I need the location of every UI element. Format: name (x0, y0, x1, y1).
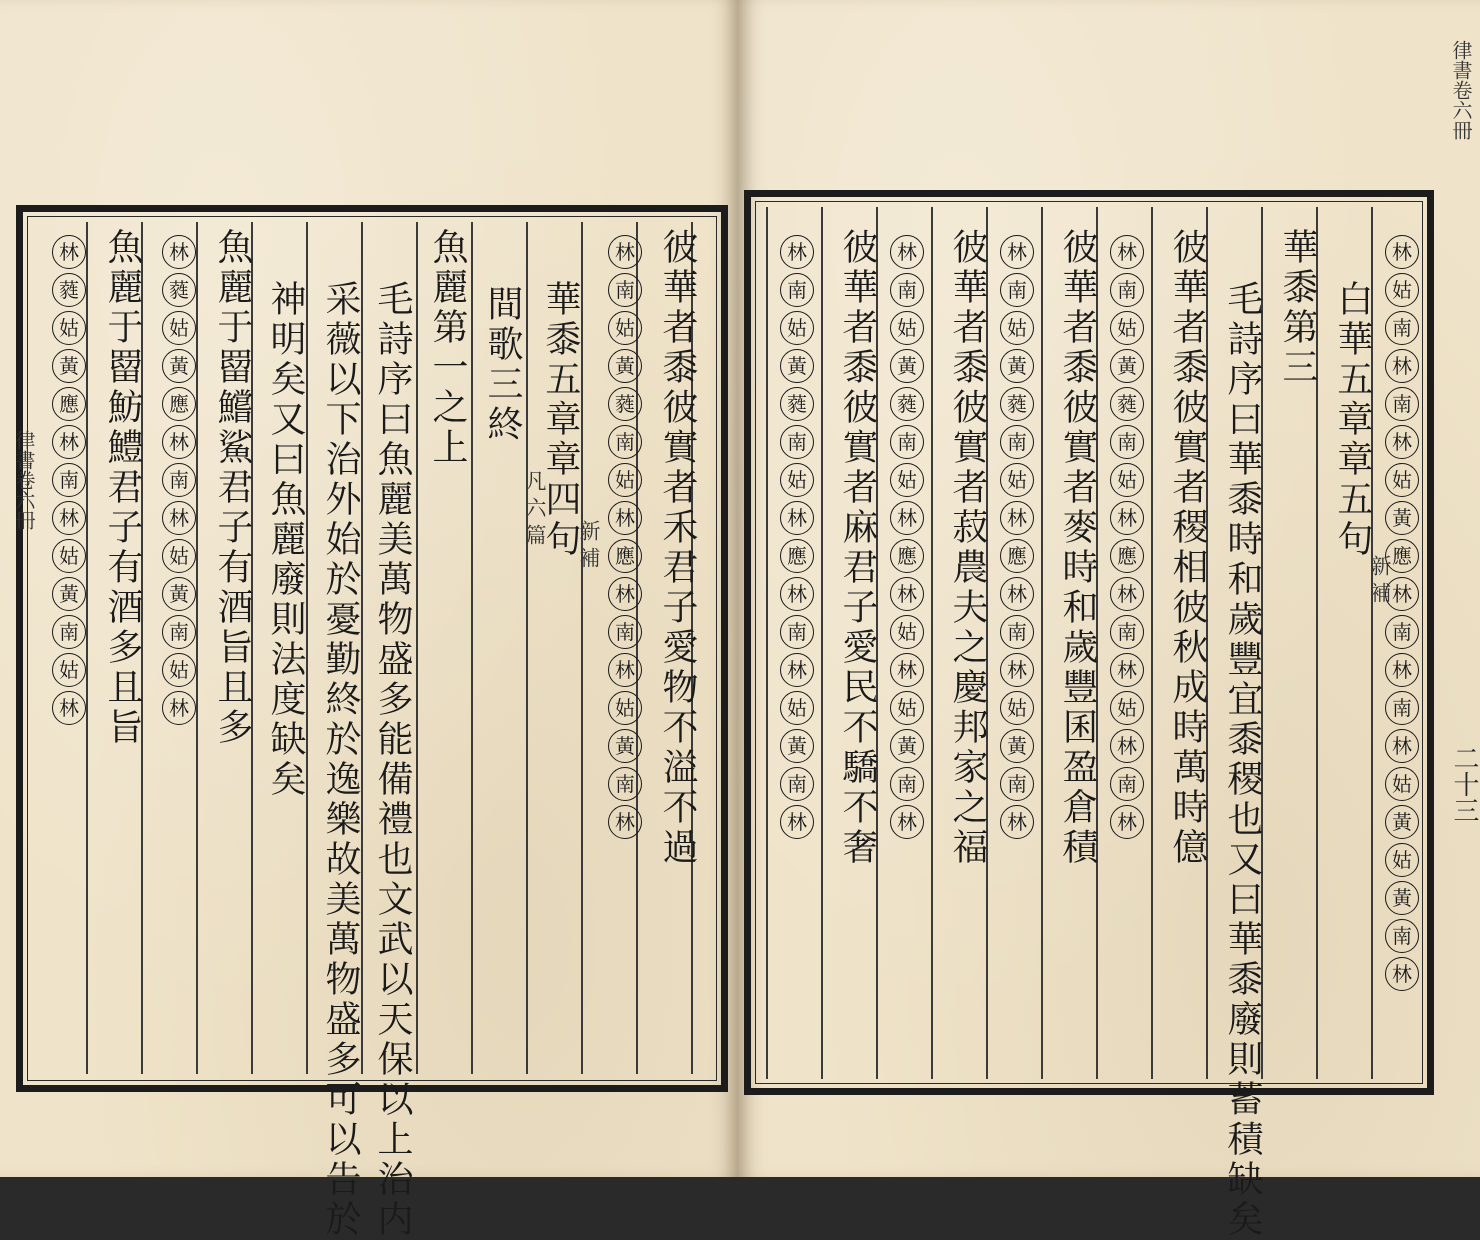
note-column (1385, 235, 1419, 991)
pitch-note-circle: 蕤 (780, 387, 814, 421)
pitch-note-circle: 林 (162, 501, 196, 535)
text-column: 毛詩序曰華黍時和歲豐宜黍稷也又曰華黍廢則蓄積缺矣 (1222, 280, 1263, 1240)
pitch-note-circle: 應 (1385, 539, 1419, 573)
pitch-note-circle: 林 (780, 501, 814, 535)
pitch-note-circle: 林 (162, 425, 196, 459)
text-column: 彼華者黍彼實者稷相彼秋成時萬時億 (1167, 228, 1208, 868)
pitch-note-circle: 林 (162, 691, 196, 725)
pitch-note-circle: 林 (780, 653, 814, 687)
pitch-note-circle: 應 (890, 539, 924, 573)
pitch-note-circle: 林 (1110, 577, 1144, 611)
pitch-note-circle: 林 (52, 691, 86, 725)
pitch-note-circle: 姑 (890, 615, 924, 649)
pitch-note-circle: 林 (1385, 577, 1419, 611)
pitch-note-circle: 林 (608, 501, 642, 535)
pitch-note-circle: 姑 (890, 311, 924, 345)
column-rule (821, 207, 823, 1079)
pitch-note-circle: 南 (890, 425, 924, 459)
pitch-note-circle: 黃 (608, 349, 642, 383)
pitch-note-circle: 林 (890, 501, 924, 535)
text-column: 魚麗第一之上 (427, 228, 468, 468)
text-column: 彼華者黍彼實者麥時和歲豐囷盈倉積 (1057, 228, 1098, 868)
text-column: 采薇以下治外始於憂勤終於逸樂故美萬物盛多可以告於 (320, 280, 361, 1240)
note-column (890, 235, 924, 839)
pitch-note-circle: 黃 (1000, 349, 1034, 383)
pitch-note-circle: 南 (1000, 425, 1034, 459)
text-column: 彼華者黍彼實者禾君子愛物不溢不過 (657, 228, 698, 868)
pitch-note-circle: 南 (1110, 615, 1144, 649)
pitch-note-circle: 林 (1000, 805, 1034, 839)
pitch-note-circle: 黃 (780, 729, 814, 763)
pitch-note-circle: 林 (780, 805, 814, 839)
pitch-note-circle: 林 (1385, 235, 1419, 269)
pitch-note-circle: 姑 (890, 691, 924, 725)
pitch-note-circle: 林 (1000, 577, 1034, 611)
annotation-text: 新補 (1368, 555, 1392, 609)
pitch-note-circle: 姑 (608, 311, 642, 345)
pitch-note-circle: 黃 (1110, 349, 1144, 383)
pitch-note-circle: 林 (1000, 653, 1034, 687)
pitch-note-circle: 林 (890, 805, 924, 839)
pitch-note-circle: 林 (1110, 653, 1144, 687)
pitch-note-circle: 蕤 (608, 387, 642, 421)
pitch-note-circle: 南 (608, 767, 642, 801)
pitch-note-circle: 黃 (52, 577, 86, 611)
pitch-note-circle: 林 (1385, 957, 1419, 991)
annotation-text: 新補 (577, 520, 601, 574)
column-rule (1151, 207, 1153, 1079)
text-column: 彼華者黍彼實者菽農夫之慶邦家之福 (947, 228, 988, 868)
pitch-note-circle: 南 (52, 463, 86, 497)
pitch-note-circle: 姑 (1385, 273, 1419, 307)
pitch-note-circle: 姑 (52, 539, 86, 573)
text-column: 毛詩序曰魚麗美萬物盛多能備禮也文武以天保以上治内 (372, 280, 413, 1240)
pitch-note-circle: 蕤 (52, 273, 86, 307)
pitch-note-circle: 南 (1385, 919, 1419, 953)
pitch-note-circle: 蕤 (1000, 387, 1034, 421)
pitch-note-circle: 南 (1000, 767, 1034, 801)
pitch-note-circle: 林 (780, 577, 814, 611)
pitch-note-circle: 林 (1385, 653, 1419, 687)
pitch-note-circle: 姑 (780, 691, 814, 725)
pitch-note-circle: 林 (52, 235, 86, 269)
pitch-note-circle: 林 (1000, 235, 1034, 269)
pitch-note-circle: 黃 (52, 349, 86, 383)
pitch-note-circle: 南 (1385, 311, 1419, 345)
pitch-note-circle: 姑 (162, 539, 196, 573)
pitch-note-circle: 南 (1385, 387, 1419, 421)
pitch-note-circle: 姑 (1110, 691, 1144, 725)
pitch-note-circle: 應 (1000, 539, 1034, 573)
pitch-note-circle: 姑 (1000, 691, 1034, 725)
pitch-note-circle: 黃 (162, 577, 196, 611)
pitch-note-circle: 姑 (1110, 311, 1144, 345)
text-column: 白華五章章五句 (1332, 280, 1373, 560)
pitch-note-circle: 黃 (1385, 501, 1419, 535)
pitch-note-circle: 南 (890, 767, 924, 801)
pitch-note-circle: 南 (162, 463, 196, 497)
pitch-note-circle: 姑 (1385, 843, 1419, 877)
pitch-note-circle: 蕤 (1110, 387, 1144, 421)
column-rule (471, 222, 473, 1074)
pitch-note-circle: 姑 (1385, 463, 1419, 497)
pitch-note-circle: 林 (1110, 501, 1144, 535)
pitch-note-circle: 黃 (608, 729, 642, 763)
pitch-note-circle: 林 (608, 653, 642, 687)
text-column: 神明矣又曰魚麗廢則法度缺矣 (265, 280, 306, 800)
pitch-note-circle: 南 (780, 425, 814, 459)
note-column (780, 235, 814, 839)
column-rule (86, 222, 88, 1074)
pitch-note-circle: 林 (890, 235, 924, 269)
pitch-note-circle: 南 (1110, 767, 1144, 801)
pitch-note-circle: 姑 (608, 691, 642, 725)
pitch-note-circle: 林 (1385, 425, 1419, 459)
note-column (608, 235, 642, 839)
pitch-note-circle: 黃 (1385, 805, 1419, 839)
annotation-text: 凡六篇 (523, 470, 547, 551)
column-rule (416, 222, 418, 1074)
pitch-note-circle: 南 (1385, 615, 1419, 649)
right-fore-edge-label: 律書卷六冊 (1449, 40, 1473, 140)
pitch-note-circle: 南 (52, 615, 86, 649)
column-rule (1041, 207, 1043, 1079)
pitch-note-circle: 應 (162, 387, 196, 421)
text-column: 間歌三終 (482, 285, 523, 445)
pitch-note-circle: 姑 (52, 311, 86, 345)
column-rule (196, 222, 198, 1074)
pitch-note-circle: 黃 (890, 349, 924, 383)
pitch-note-circle: 南 (780, 767, 814, 801)
pitch-note-circle: 南 (1385, 691, 1419, 725)
text-column: 魚麗于罶魴鱧君子有酒多且旨 (102, 228, 143, 748)
pitch-note-circle: 姑 (780, 311, 814, 345)
note-column (52, 235, 86, 725)
pitch-note-circle: 南 (890, 273, 924, 307)
pitch-note-circle: 林 (608, 235, 642, 269)
note-column (1110, 235, 1144, 839)
pitch-note-circle: 林 (1000, 501, 1034, 535)
column-rule (766, 207, 768, 1079)
pitch-note-circle: 姑 (1000, 463, 1034, 497)
pitch-note-circle: 林 (608, 805, 642, 839)
pitch-note-circle: 南 (608, 273, 642, 307)
text-column: 華黍五章章四句 (540, 280, 581, 560)
pitch-note-circle: 黃 (1385, 881, 1419, 915)
pitch-note-circle: 林 (1110, 235, 1144, 269)
pitch-note-circle: 應 (780, 539, 814, 573)
pitch-note-circle: 應 (608, 539, 642, 573)
pitch-note-circle: 林 (1110, 729, 1144, 763)
page-number: 二十三 (1449, 745, 1479, 823)
text-column: 彼華者黍彼實者麻君子愛民不驕不奢 (837, 228, 878, 868)
pitch-note-circle: 姑 (608, 463, 642, 497)
pitch-note-circle: 蕤 (162, 273, 196, 307)
pitch-note-circle: 姑 (1385, 767, 1419, 801)
text-column: 華黍第三 (1277, 228, 1318, 388)
pitch-note-circle: 南 (608, 615, 642, 649)
pitch-note-circle: 姑 (890, 463, 924, 497)
pitch-note-circle: 林 (780, 235, 814, 269)
pitch-note-circle: 南 (162, 615, 196, 649)
pitch-note-circle: 林 (52, 425, 86, 459)
pitch-note-circle: 姑 (162, 653, 196, 687)
column-rule (526, 222, 528, 1074)
pitch-note-circle: 黃 (162, 349, 196, 383)
pitch-note-circle: 林 (52, 501, 86, 535)
pitch-note-circle: 姑 (162, 311, 196, 345)
pitch-note-circle: 姑 (1000, 311, 1034, 345)
pitch-note-circle: 黃 (780, 349, 814, 383)
pitch-note-circle: 南 (780, 615, 814, 649)
pitch-note-circle: 姑 (52, 653, 86, 687)
pitch-note-circle: 林 (890, 577, 924, 611)
text-column: 魚麗于罶鱨鯊君子有酒旨且多 (212, 228, 253, 748)
pitch-note-circle: 姑 (1110, 463, 1144, 497)
pitch-note-circle: 林 (890, 653, 924, 687)
pitch-note-circle: 應 (1110, 539, 1144, 573)
column-rule (931, 207, 933, 1079)
pitch-note-circle: 林 (162, 235, 196, 269)
pitch-note-circle: 南 (1000, 273, 1034, 307)
pitch-note-circle: 南 (780, 273, 814, 307)
pitch-note-circle: 蕤 (890, 387, 924, 421)
pitch-note-circle: 姑 (780, 463, 814, 497)
pitch-note-circle: 黃 (1000, 729, 1034, 763)
pitch-note-circle: 應 (52, 387, 86, 421)
pitch-note-circle: 林 (1385, 349, 1419, 383)
pitch-note-circle: 林 (608, 577, 642, 611)
pitch-note-circle: 林 (1385, 729, 1419, 763)
note-column (162, 235, 196, 725)
note-column (1000, 235, 1034, 839)
pitch-note-circle: 林 (1110, 805, 1144, 839)
left-fore-edge-label: 律書卷六冊 (12, 430, 36, 530)
pitch-note-circle: 南 (608, 425, 642, 459)
pitch-note-circle: 南 (1110, 273, 1144, 307)
pitch-note-circle: 南 (1000, 615, 1034, 649)
pitch-note-circle: 南 (1110, 425, 1144, 459)
pitch-note-circle: 黃 (890, 729, 924, 763)
